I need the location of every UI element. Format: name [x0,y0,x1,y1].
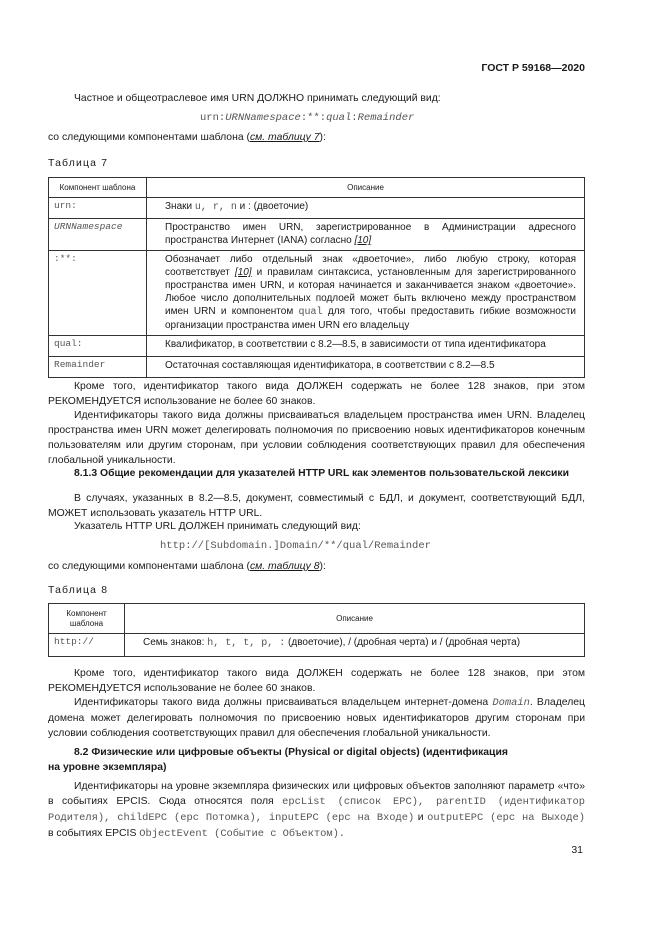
table7 [48,177,585,378]
limit-paragraph-2: Кроме того, идентификатор такого вида ДОЛЖЕН содержать не более 128 знаков, при этом РЕКОМЕНДУЕТСЯ использование не более 60 знаков. [48,668,585,694]
page-number: 31 [571,844,583,856]
table7-col1: Компонент шаблона [49,178,147,198]
s82-paragraph: Идентификаторы на уровне экземпляра физических или цифровых объектов заполняют параметр «что» в событиях EPCIS. Сюда относятся поля epcList (список EPC), parentID (идентификатор Родителя), childEPC (epc Потомка), inputEPC (epc на Входе) и outputEPC (epc на Выходе) в событиях EPCIS ObjectEvent (Событие с Объектом). [48,781,585,840]
components-intro: со следующими компонентами шаблона (см. таблицу 7): [48,132,326,143]
table-row: urn: Знаки u, r, n и : (двоеточие) [49,198,585,219]
section-8-1-3-heading: 8.1.3 Общие рекомендации для указателей HTTP URL как элементов пользовательской лексики [74,468,569,479]
table7-desc-subns: Обозначает либо отдельный знак «двоеточие», либо любую строку, которая соответствует [10] и правилам синтаксиса, установленным для зарегистрированного пространства имен URN, и которая начинается и заканчивается знаком «двоеточие». Любое число дополнительных подлоей может быть включено между пространством имен URN и компонентом qual для того, чтобы предоставить гибкие возможности организации пространства имен URN его владельцу [147,251,585,336]
table-row: Remainder Остаточная составляющая идентификатора, в соответствии с 8.2—8.5 [49,357,585,378]
table7-col2: Описание [147,178,585,198]
table8-col1: Компонент шаблона [49,604,125,634]
http-formula: http://[Subdomain.]Domain/**/qual/Remainder [160,540,431,552]
section-8-2-heading: 8.2 Физические или цифровые объекты (Physical or digital objects) (идентификация на уровне экземпляра) [48,747,508,773]
table8-col2: Описание [125,604,585,634]
limit-paragraph: Кроме того, идентификатор такого вида ДОЛЖЕН содержать не более 128 знаков, при этом РЕКОМЕНДУЕТСЯ использование не более 60 знаков. [48,381,585,407]
components-intro-8: со следующими компонентами шаблона (см. таблицу 8): [48,561,326,572]
doc-id: ГОСТ Р 59168—2020 [481,62,585,74]
s813-paragraph-2: Указатель HTTP URL ДОЛЖЕН принимать следующий вид: [74,521,361,532]
table-row: http:// Семь знаков: h, t, t, p, : (двоеточие), / (дробная черта) и / (дробная черта) [49,634,585,657]
table7-desc-urn: Знаки u, r, n и : (двоеточие) [147,198,585,219]
s813-paragraph-1: В случаях, указанных в 8.2—8.5, документ, совместимый с БДЛ, и документ, соответствующий БДЛ, МОЖЕТ использовать указатель HTTP URL. [48,493,585,519]
table8-link[interactable]: см. таблицу 8 [249,561,320,572]
table7-caption: Таблица 7 [48,158,109,169]
table8-caption: Таблица 8 [48,585,109,596]
table-row: URNNamespace Пространство имен URN, зарегистрированное в Администрации адресного пространства Интернет (IANA) согласно [10] [49,219,585,251]
intro-paragraph: Частное и общеотраслевое имя URN ДОЛЖНО принимать следующий вид: [74,93,441,104]
table8 [48,603,585,657]
table8-desc: Семь знаков: h, t, t, p, : (двоеточие), / (дробная черта) и / (дробная черта) [125,634,585,657]
table7-link[interactable]: см. таблицу 7 [249,132,320,143]
table7-desc-namespace: Пространство имен URN, зарегистрированное в Администрации адресного пространства Интернет (IANA) согласно [10] [147,219,585,251]
domain-owner-paragraph: Идентификаторы такого вида должны присваиваться владельцем интернет-домена Domain. Владелец домена может делегировать полномочия по присвоению новых идентификаторов другим сторонам при условии соблюдения соответствующих правил для обеспечения глобальной уникальности. [48,697,585,739]
owner-paragraph: Идентификаторы такого вида должны присваиваться владельцем пространства имен URN. Владелец пространства имен URN может делегировать полномочия по присвоению новых идентификаторов конечным пользователям или другим сторонам, при условии соблюдения соответствующих правил для обеспечения глобальной уникальности. [48,410,585,466]
table-row: qual: Квалификатор, в соответствии с 8.2—8.5, в зависимости от типа идентификатора [49,336,585,357]
urn-formula: urn:URNNamespace:**:qual:Remainder [200,112,415,124]
table-row: :**: Обозначает либо отдельный знак «двоеточие», либо любую строку, которая соответствует [10] и правилам синтаксиса, установленным для зарегистрированного пространства имен URN, и которая начинается и заканчивается знаком «двоеточие». Любое число дополнительных подлоей может быть включено между пространством имен URN и компонентом qual для того, чтобы предоставить гибкие возможности организации пространства имен URN его владельцу [49,251,585,336]
